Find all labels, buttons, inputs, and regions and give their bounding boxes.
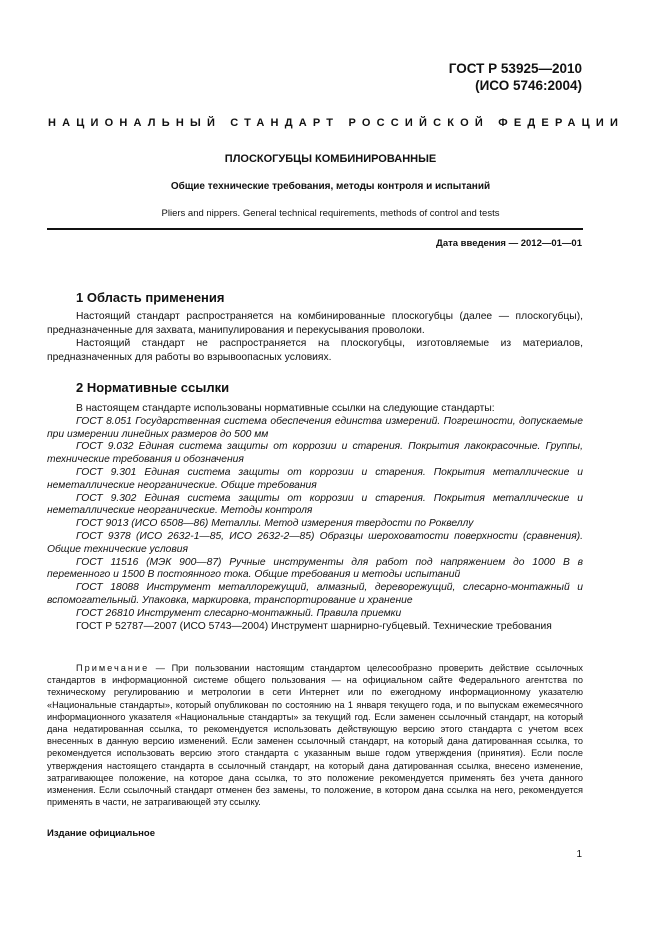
section-1-body [47, 310, 583, 364]
edition-label: Издание официальное [47, 828, 155, 839]
reference-item: ГОСТ 11516 (МЭК 900—87) Ручные инструменты для работ под напряжением до 1000 В в переменного и 1500 В постоянного тока. Общие требования и методы испытаний [47, 556, 583, 581]
reference-item: ГОСТ 9378 (ИСО 2632-1—85, ИСО 2632-2—85) Образцы шероховатости поверхности (сравнения). Общие технические условия [47, 530, 583, 555]
paragraph: Настоящий стандарт распространяется на комбинированные плоскогубцы (далее — плоскогубцы), предназначенные для захвата, манипулирования и перекусывания проволоки. [47, 311, 583, 336]
reference-item: ГОСТ 8.051 Государственная система обеспечения единства измерений. Погрешности, допускаемые при измерении линейных размеров до 500 мм [47, 415, 583, 440]
reference-item: ГОСТ 26810 Инструмент слесарно-монтажный. Правила приемки [76, 607, 402, 619]
section-2-body [47, 403, 583, 633]
standard-number: ГОСТ Р 53925—2010 [448, 61, 582, 76]
page-number: 1 [576, 849, 582, 860]
section-1-heading: 1 Область применения [76, 290, 225, 305]
note-text: — При пользовании настоящим стандартом целесообразно проверить действие ссылочных стандартов в информационной системе общего пользования — на официальном сайте Федерального агентства по техническому регулированию и метрологии в сети Интернет или по ежегодному информационному указателю «Национальные стандарты», который опубликован по состоянию на 1 января текущего года, и по выпускам ежемесячного информационного указателя «Национальные стандарты» за текущий год. Если заменен ссылочный стандарт, на который дана недатированная ссылка, то рекомендуется использовать действующую версию этого стандарта с учетом всех внесенных в данную версию изменений. Если заменен ссылочный стандарт, на который дана датированная ссылка, то рекомендуется использовать версию этого стандарта с указанным выше годом утверждения (принятия). Если после утверждения настоящего стандарта в ссылочный стандарт, на который дана датированная ссылка, внесено изменение, затрагивающее положение, на которое дана ссылка, то это положение рекомендуется применять без учета данного изменения. Если ссылочный стандарт отменен без замены, то положение, в котором дана ссылка на него, рекомендуется применять в части, не затрагивающей эту ссылку. [47, 663, 583, 808]
introduction-date: Дата введения — 2012—01—01 [436, 238, 582, 249]
title-divider [47, 228, 583, 230]
document-header [449, 60, 582, 94]
section-2-heading: 2 Нормативные ссылки [76, 380, 230, 395]
normative-note [47, 662, 583, 808]
reference-item: ГОСТ Р 52787—2007 (ИСО 5743—2004) Инструмент шарнирно-губцевый. Технические требования [76, 620, 552, 632]
reference-item: ГОСТ 9.032 Единая система защиты от коррозии и старения. Покрытия лакокрасочные. Группы, технические требования и обозначения [47, 441, 583, 466]
reference-item: ГОСТ 9.301 Единая система защиты от коррозии и старения. Покрытия металлические и неметаллические неорганические. Общие требования [47, 466, 583, 491]
reference-item: ГОСТ 9013 (ИСО 6508—86) Металлы. Метод измерения твердости по Роквеллу [76, 518, 474, 530]
reference-item: ГОСТ 9.302 Единая система защиты от коррозии и старения. Покрытия металлические и неметаллические неорганические. Методы контроля [47, 492, 583, 517]
paragraph: Настоящий стандарт не распространяется на плоскогубцы, изготовляемые из материалов, предназначенных для работы во взрывоопасных условиях. [47, 338, 583, 363]
document-title: ПЛОСКОГУБЦЫ КОМБИНИРОВАННЫЕ [224, 153, 437, 165]
note-label: Примечание [76, 663, 150, 673]
iso-number: (ИСО 5746:2004) [475, 78, 582, 93]
reference-item: ГОСТ 18088 Инструмент металлорежущий, алмазный, дереворежущий, слесарно-монтажный и вспомогательный. Упаковка, маркировка, транспортирование и хранение [47, 582, 583, 606]
paragraph: В настоящем стандарте использованы нормативные ссылки на следующие стандарты: [76, 403, 495, 414]
english-title: Pliers and nippers. General technical requirements, methods of control and tests [161, 208, 500, 219]
document-subtitle: Общие технические требования, методы контроля и испытаний [170, 181, 491, 192]
national-standard-banner: НАЦИОНАЛЬНЫЙ СТАНДАРТ РОССИЙСКОЙ ФЕДЕРАЦИИ [48, 117, 625, 129]
